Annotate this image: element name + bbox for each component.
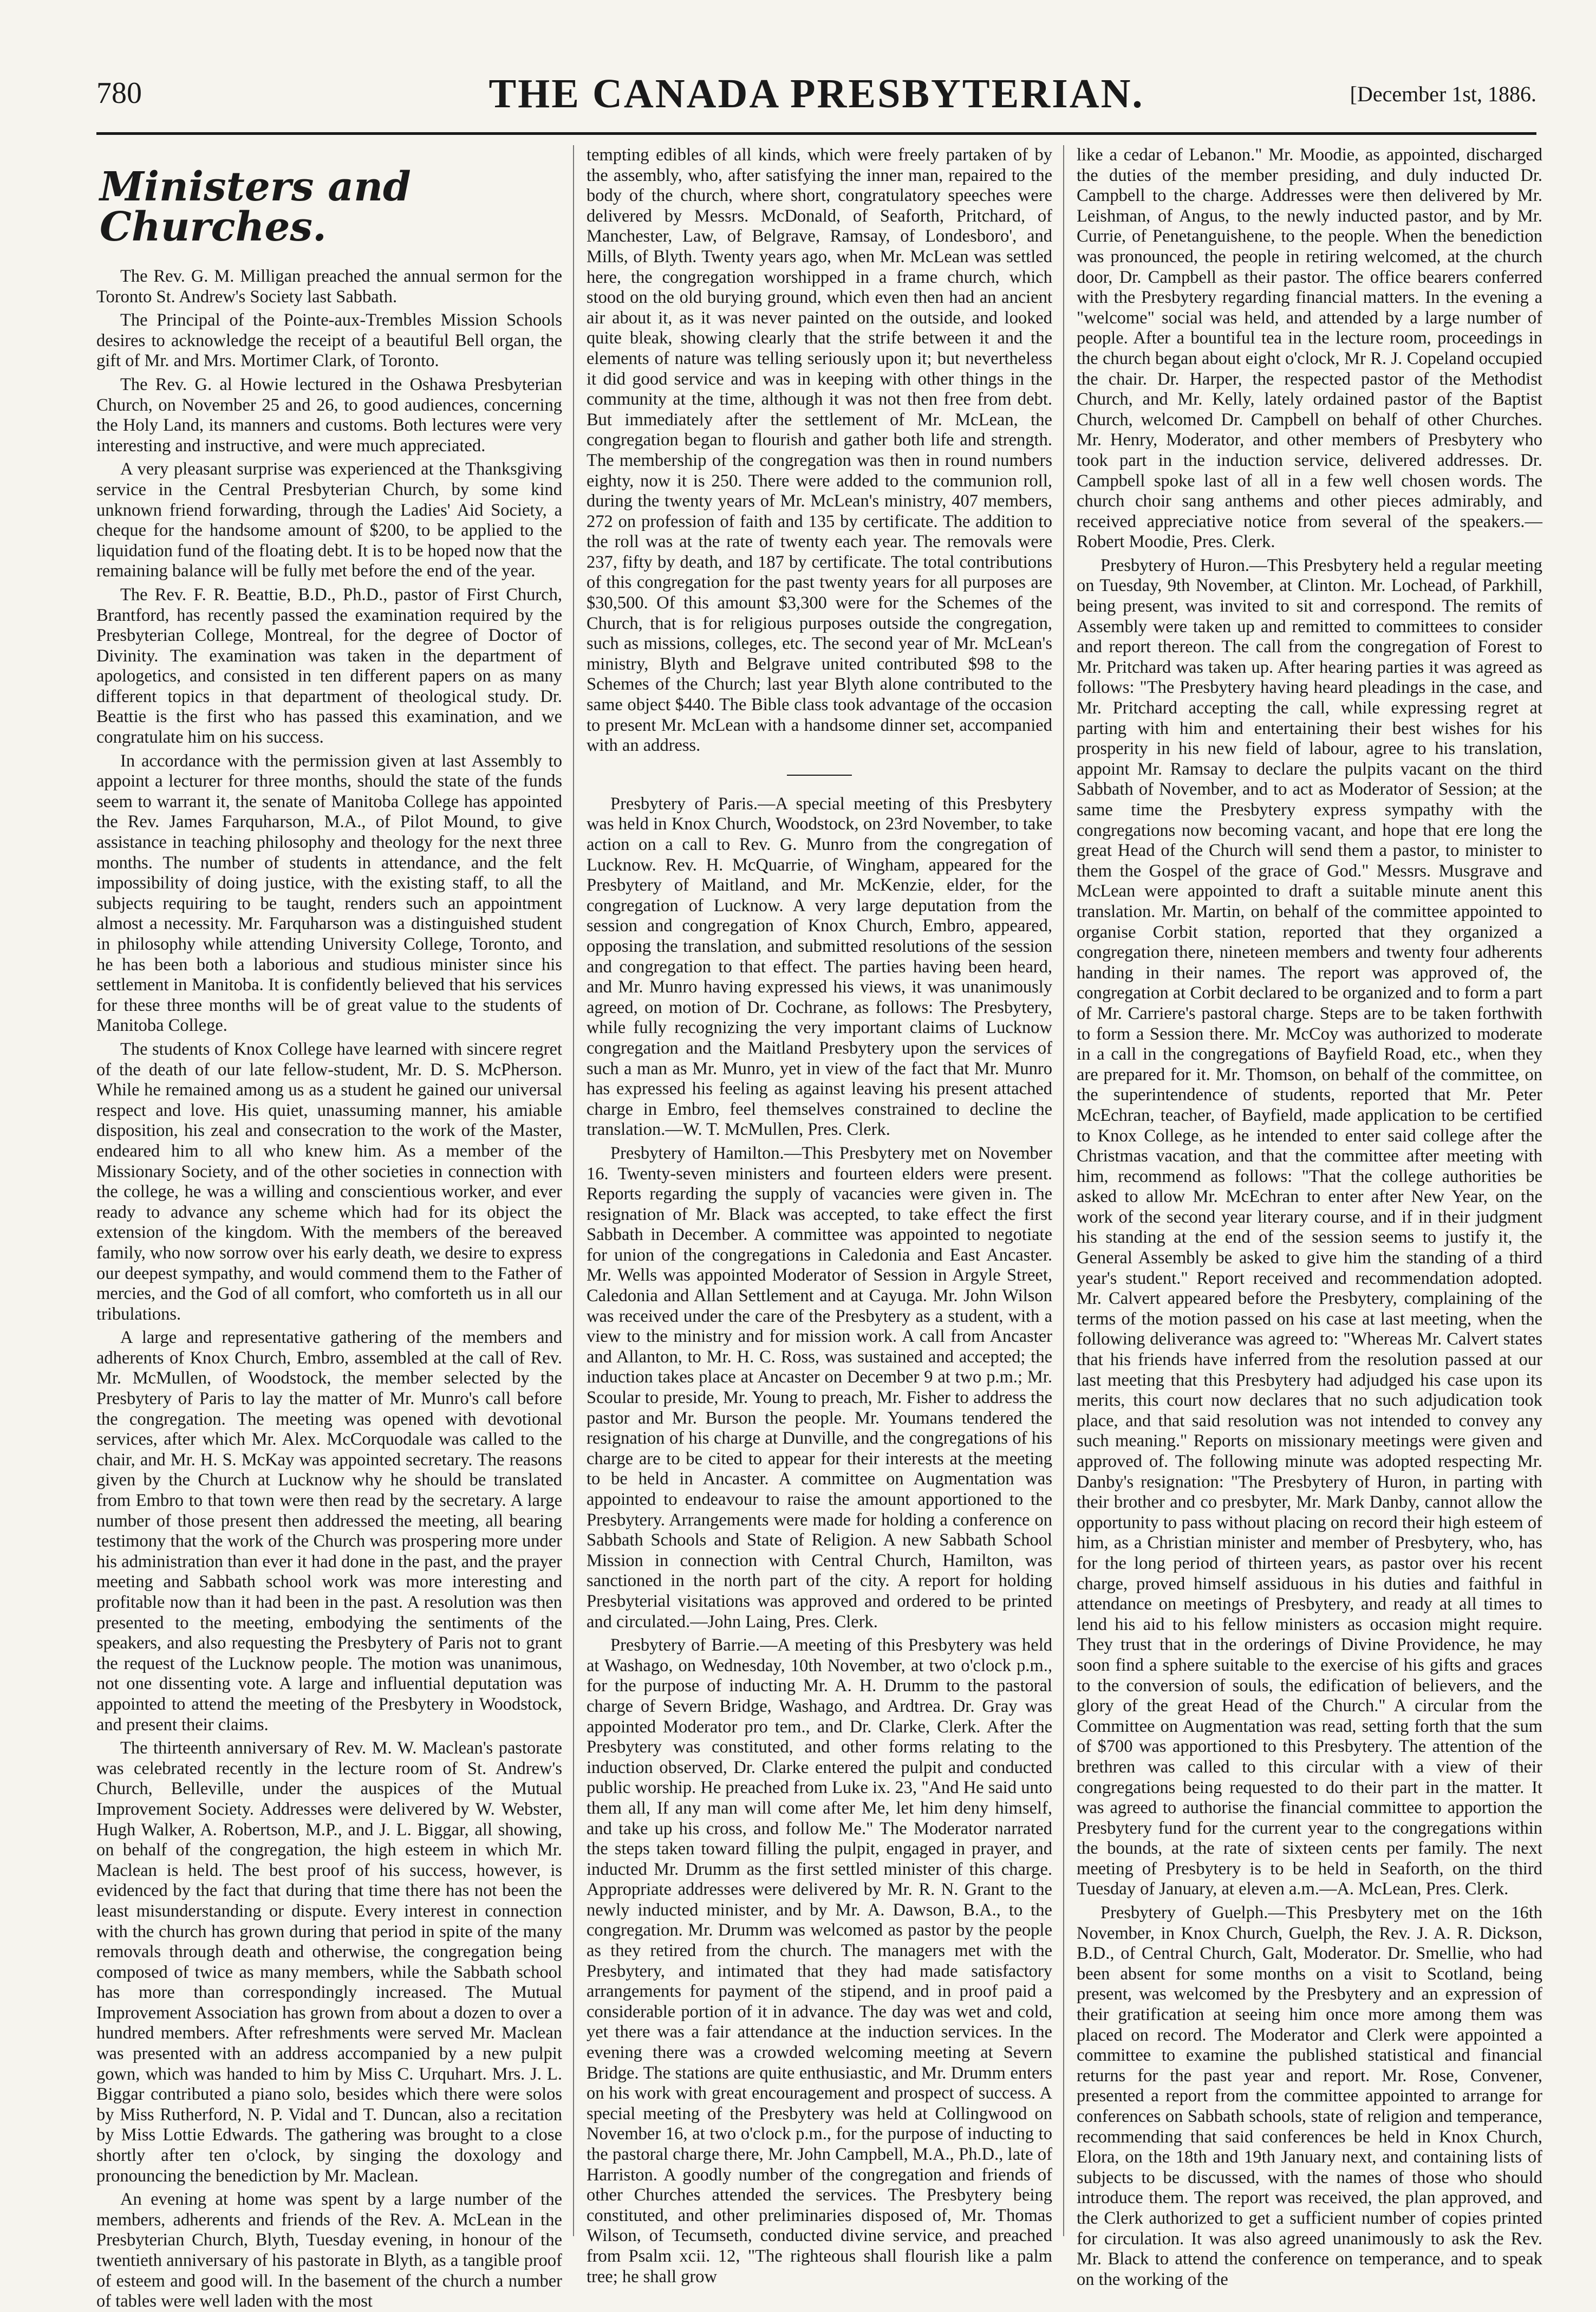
presbytery-report: Presbytery of Huron.—This Presbytery held a regular meeting on Tuesday, 9th November, at Clinton. Mr. Lochead, of Parkhill, being present, was invited to sit and correspond. The remits of Assembly were taken up and remitted to committees to consider and report thereon. The call from the congregation of Forest to Mr. Pritchard was taken up. After hearing parties it was agreed as follows: "The Presbytery having heard pleadings in the case, and Mr. Pritchard accepting the call, while expressing regret at parting with him and entertaining their best wishes for his prosperity in his new field of labour, agree to his translation, appoint Mr. Ramsay to declare the pulpits vacant on the third Sabbath of November, and to act as Moderator of Session; at the same time the Presbytery express sympathy with the congregations now becoming vacant, and hope that ere long the great Head of the Church will send them a pastor, to minister to them the Gospel of the grace of God." Messrs. Musgrave and McLean were appointed to draft a suitable minute anent this translation. Mr. Martin, on behalf of the committee appointed to organise Corbit station, reported that they organized a congregation there, nineteen members and twenty four adherents handing in their names. The report was approved of, the congregation at Corbit declared to be organized and to form a part of Mr. Carriere's pastoral charge. Steps are to be taken forthwith to form a Session there. Mr. McCoy was authorized to moderate in a call in the congregations of Bayfield Road, etc., when they are prepared for it. Mr. Thomson, on behalf of the committee, on the superintendence of students, reported that Mr. Peter McEchran, teacher, of Bayfield, made application to be certified to Knox College, as he intended to enter said college after the Christmas vacation, and that the committee after meeting with him, recommend as follows: "That the college authorities be asked to allow Mr. McEchran to enter after New Year, on the work of the second year literary course, and if in their judgment his standing at the end of the session seems to justify it, the General Assembly be asked to give him the standing of a third year's student." Report received and recommendation adopted. Mr. Calvert appeared before the Presbytery, complaining of the terms of the motion passed on his case at last meeting, when the following deliverance was agreed to: "Whereas Mr. Calvert states that his friends have inferred from the resolution passed at our last meeting that this Presbytery had adjudged his case upon its merits, this court now declares that no such adjudication took place, and that said resolution was not intended to convey any such meaning." Reports on missionary meetings were given and approved of. The following minute was adopted respecting Mr. Danby's resignation: "The Presbytery of Huron, in parting with their brother and co presbyter, Mr. Mark Danby, cannot allow the opportunity to pass without placing on record their high esteem of him, as a Christian minister and member of Presbytery, who, has for the long period of thirteen years, as pastor over his recent charge, proved himself assiduous in his duties and faithful in attendance on meetings of Presbytery, and ready at all times to lend his aid to his fellow ministers as occasion might require. They trust that in the orderings of Divine Providence, he may soon find a sphere suitable to the exercise of his gifts and graces to the conversion of souls, the edification of believers, and the glory of the great Head of the Church." A circular from the Committee on Augmentation was read, setting forth that the sum of $700 was apportioned to this Presbytery. The attention of the brethren was called to this circular with a view of their congregations being requested to do their part in the matter. It was agreed to authorise the financial committee to apportion the Presbytery fund for the current year to the congregations within the bounds, at the rate of sixteen cents per family. The next meeting of Presbytery is to be held in Seaforth, on the third Tuesday of January, at eleven a.m.—A. McLean, Pres. Clerk.	[1077, 555, 1542, 1899]
section-title: Ministers and Churches.	[100, 164, 411, 250]
presbytery-report: Presbytery of Paris.—A special meeting of this Presbytery was held in Knox Church, Woodstock, on 23rd November, to take action on a call to Rev. G. Munro from the congregation of Lucknow. Rev. H. McQuarrie, of Wingham, appeared for the Presbytery of Maitland, and Mr. McKenzie, elder, for the congregation of Lucknow. A very large deputation from the session and congregation of Knox Church, Embro, appeared, opposing the translation, and submitted resolutions of the session and congregation to that effect. The parties having been heard, and Mr. Munro having expressed his views, it was unanimously agreed, on motion of Dr. Cochrane, as follows: The Presbytery, while fully recognizing the very important claims of Lucknow congregation and the Maitland Presbytery upon the services of such a man as Mr. Munro, yet in view of the fact that Mr. Munro has expressed his feeling as against leaving his present attached charge in Embro, feel themselves constrained to decline the translation.—W. T. McMullen, Pres. Clerk.	[587, 794, 1052, 1140]
publication-title: THE CANADA PRESBYTERIAN.	[488, 71, 1144, 116]
column-3	[1077, 145, 1542, 2289]
column-2	[587, 145, 1052, 2287]
news-item: A very pleasant surprise was experienced at the Thanksgiving service in the Central Presbyterian Church, by some kind unknown friend forwarding, through the Ladies' Aid Society, a cheque for the handsome amount of $200, to be applied to the liquidation fund of the floating debt. It is to be hoped now that the remaining balance will be fully met before the end of the year.	[96, 459, 562, 581]
presbytery-report: like a cedar of Lebanon." Mr. Moodie, as appointed, discharged the duties of the member presiding, and duly inducted Dr. Campbell to the charge. Addresses were then delivered by Mr. Leishman, of Angus, to the newly inducted pastor, and by Mr. Currie, of Penetanguishene, to the people. When the benediction was pronounced, the people in retiring welcomed, at the church door, Dr. Campbell as their pastor. The office bearers conferred with the Presbytery regarding financial matters. In the evening a "welcome" social was held, and attended by a large number of people. After a bountiful tea in the lecture room, proceedings in the church began about eight o'clock, Mr R. J. Copeland occupied the chair. Dr. Harper, the respected pastor of the Methodist Church, and Mr. Kelly, lately ordained pastor of the Baptist Church, welcomed Dr. Campbell on behalf of other Churches. Mr. Henry, Moderator, and other members of Presbytery who took part in the induction service, delivered addresses. Dr. Campbell spoke last of all in a few well chosen words. The church choir sang anthems and other pieces admirably, and received appreciative notice from several of the speakers.—Robert Moodie, Pres. Clerk.	[1077, 145, 1542, 552]
news-item: The Principal of the Pointe-aux-Trembles Mission Schools desires to acknowledge the receipt of a beautiful Bell organ, the gift of Mr. and Mrs. Mortimer Clark, of Toronto.	[96, 310, 562, 371]
header-rule	[96, 132, 1536, 135]
page-header	[96, 70, 1536, 125]
column-1	[96, 145, 562, 2311]
news-item: The Rev. G. al Howie lectured in the Oshawa Presbyterian Church, on November 25 and 26, to good audiences, concerning the Holy Land, its manners and customs. Both lectures were very interesting and instructive, and were much appreciated.	[96, 374, 562, 456]
section-divider	[787, 775, 852, 776]
news-item: The thirteenth anniversary of Rev. M. W. Maclean's pastorate was celebrated recently in the lecture room of St. Andrew's Church, Belleville, under the auspices of the Mutual Improvement Society. Addresses were delivered by W. Webster, Hugh Walker, A. Robertson, M.P., and J. L. Biggar, all showing, on behalf of the congregation, the high esteem in which Mr. Maclean is held. The best proof of his success, however, is evidenced by the fact that during that time there has not been the least misunderstanding or dispute. Every interest in connection with the church has grown during that period in spite of the many removals through death and otherwise, the congregation being composed of twice as many members, while the Sabbath school has more than correspondingly increased. The Mutual Improvement Association has grown from about a dozen to over a hundred members. After refreshments were served Mr. Maclean was presented with an address accompanied by a new pulpit gown, which was handed to him by Miss C. Urquhart. Mrs. J. L. Biggar contributed a piano solo, besides which there were solos by Miss Rutherford, N. P. Vidal and T. Duncan, also a recitation by Miss Lottie Edwards. The gathering was brought to a close shortly after ten o'clock, by singing the doxology and pronouncing the benediction by Mr. Maclean.	[96, 1738, 562, 2186]
page-number: 780	[96, 76, 142, 110]
issue-date: [December 1st, 1886.	[1350, 82, 1536, 106]
presbytery-report: Presbytery of Hamilton.—This Presbytery met on November 16. Twenty-seven ministers and fourteen elders were present. Reports regarding the supply of vacancies were given in. The resignation of Mr. Black was accepted, to take effect the first Sabbath in December. A committee was appointed to negotiate for union of the congregations in Caledonia and East Ancaster. Mr. Wells was appointed Moderator of Session in Argyle Street, Caledonia and Allan Settlement and at Cayuga. Mr. John Wilson was received under the care of the Presbytery as a student, with a view to the ministry and for mission work. A call from Ancaster and Allanton, to Mr. H. C. Ross, was sustained and accepted; the induction takes place at Ancaster on December 9 at two p.m.; Mr. Scoular to preside, Mr. Young to preach, Mr. Fisher to address the pastor and Mr. Burson the people. Mr. Youmans tendered the resignation of his charge at Dunville, and the congregations of his charge are to be cited to appear for their interests at the meeting to be held in Ancaster. A committee on Augmentation was appointed to endeavour to raise the amount apportioned to the Presbytery. Arrangements were made for holding a conference on Sabbath Schools and State of Religion. A new Sabbath School Mission in connection with Central Church, Hamilton, was sanctioned in the north part of the city. A report for holding Presbyterial visitations was approved and ordered to be printed and circulated.—John Laing, Pres. Clerk.	[587, 1143, 1052, 1632]
column-divider	[573, 145, 574, 2236]
news-item: The Rev. F. R. Beattie, B.D., Ph.D., pastor of First Church, Brantford, has recently passed the examination required by the Presbyterian College, Montreal, for the degree of Doctor of Divinity. The examination was taken in the department of apologetics, and consisted in ten different papers on as many different topics in that department of theological study. Dr. Beattie is the first who has passed this examination, and we congratulate him on his success.	[96, 585, 562, 748]
news-item: In accordance with the permission given at last Assembly to appoint a lecturer for three months, should the state of the funds seem to warrant it, the senate of Manitoba College has appointed the Rev. James Farquharson, M.A., of Pilot Mound, to give assistance in teaching philosophy and theology for the next three months. The number of students in attendance, and the felt impossibility of doing justice, with the existing staff, to all the subjects requiring to be taught, renders such an appointment almost a necessity. Mr. Farquharson was a distinguished student in philosophy while attending University College, Toronto, and he has been both a laborious and studious minister since his settlement in Manitoba. It is confidently believed that his services for these three months will be of great value to the students of Manitoba College.	[96, 751, 562, 1036]
column-divider	[1063, 145, 1064, 2236]
news-item: An evening at home was spent by a large number of the members, adherents and friends of the Rev. A. McLean in the Presbyterian Church, Blyth, Tuesday evening, in honour of the twentieth anniversary of his pastorate in Blyth, as a tangible proof of esteem and good will. In the basement of the church a number of tables were well laden with the most	[96, 2190, 562, 2311]
presbytery-report: Presbytery of Guelph.—This Presbytery met on the 16th November, in Knox Church, Guelph, the Rev. J. A. R. Dickson, B.D., of Central Church, Galt, Moderator. Dr. Smellie, who had been absent for some months on a visit to Scotland, being present, was welcomed by the Presbytery and an expression of their gratification at seeing him once more among them was placed on record. The Moderator and Clerk were appointed a committee to examine the published statistical and financial returns for the past year and report. Mr. Rose, Convener, presented a report from the committee appointed to arrange for conferences on Sabbath schools, state of religion and temperance, recommending that said conferences be held in Knox Church, Elora, on the 18th and 19th January next, and containing lists of subjects to be discussed, with the names of those who should introduce them. The report was received, the plan approved, and the Clerk authorized to get a sufficient number of copies printed for circulation. It was also agreed unanimously to ask the Rev. Mr. Black to attend the conference on temperance, and to speak on the working of the	[1077, 1903, 1542, 2289]
news-item: The students of Knox College have learned with sincere regret of the death of our late fellow-student, Mr. D. S. McPherson. While he remained among us as a student he gained our universal respect and love. His quiet, unassuming manner, his amiable disposition, his zeal and consecration to the work of the Master, endeared him to all who knew him. As a member of the Missionary Society, and of the other societies in connection with the college, he was a willing and conscientious worker, and ever ready to advance any scheme which had for its object the extension of the kingdom. With the members of the bereaved family, who now sorrow over his early death, we desire to express our deepest sympathy, and would commend them to the Father of mercies, and the God of all comfort, who comforteth us in all our tribulations.	[96, 1039, 562, 1324]
news-item: The Rev. G. M. Milligan preached the annual sermon for the Toronto St. Andrew's Society last Sabbath.	[96, 267, 562, 307]
presbytery-report: Presbytery of Barrie.—A meeting of this Presbytery was held at Washago, on Wednesday, 10th November, at two o'clock p.m., for the purpose of inducting Mr. A. H. Drumm to the pastoral charge of Severn Bridge, Washago, and Ardtrea. Dr. Gray was appointed Moderator pro tem., and Dr. Clarke, Clerk. After the Presbytery was constituted, and other forms relating to the induction observed, Dr. Clarke entered the pulpit and conducted public worship. He preached from Luke ix. 23, "And He said unto them all, If any man will come after Me, let him deny himself, and take up his cross, and follow Me." The Moderator narrated the steps taken toward filling the pulpit, engaged in prayer, and inducted Mr. Drumm as the first settled minister of this charge. Appropriate addresses were delivered by Mr. R. N. Grant to the newly inducted minister, and by Mr. A. Dawson, B.A., to the congregation. Mr. Drumm was welcomed as pastor by the people as they retired from the church. The managers met with the Presbytery, and intimated that they had made satisfactory arrangements for payment of the stipend, and in proof paid a considerable portion of it in advance. The day was wet and cold, yet there was a fair attendance at the induction services. In the evening there was a crowded welcoming meeting at Severn Bridge. The stations are quite enthusiastic, and Mr. Drumm enters on his work with great encouragement and prospect of success. A special meeting of the Presbytery was held at Collingwood on November 16, at two o'clock p.m., for the purpose of inducting to the pastoral charge there, Mr. John Campbell, M.A., Ph.D., late of Harriston. A goodly number of the congregation and friends of other Churches attended the services. The Presbytery being constituted, and other preliminaries disposed of, Mr. Thomas Wilson, of Tecumseth, conducted divine service, and preached from Psalm xcii. 12, "The righteous shall flourish like a palm tree; he shall grow	[587, 1635, 1052, 2287]
news-item: tempting edibles of all kinds, which were freely partaken of by the assembly, who, after satisfying the inner man, repaired to the body of the church, where short, congratulatory speeches were delivered by Messrs. McDonald, of Seaforth, Pritchard, of Manchester, Law, of Belgrave, Ramsay, of Londesborо', and Mills, of Blyth. Twenty years ago, when Mr. McLean was settled here, the congregation worshipped in a frame church, which stood on the old burying ground, which even then had an ancient air about it, as it was never painted on the outside, and looked quite bleak, showing clearly that the strife between it and the elements of nature was telling seriously upon it; but nevertheless it did good service and was in keeping with other things in the community at the time, although it was not then free from debt. But immediately after the settlement of Mr. McLean, the congregation began to flourish and gather both life and strength. The membership of the congregation was then in round numbers eighty, now it is 250. There were added to the communion roll, during the twenty years of Mr. McLean's ministry, 407 members, 272 on profession of faith and 135 by certificate. The addition to the roll was at the rate of twenty each year. The removals were 237, fifty by death, and 187 by certificate. The total contributions of this congregation for the past twenty years for all purposes are $30,500. Of this amount $3,300 were for the Schemes of the Church, that is for religious purposes outside the congregation, such as missions, colleges, etc. The second year of Mr. McLean's ministry, Blyth and Belgrave united contributed $98 to the Schemes of the Church; last year Blyth alone contributed to the same object $440. The Bible class took advantage of the occasion to present Mr. McLean with a handsome dinner set, accompanied with an address.	[587, 145, 1052, 756]
news-item: A large and representative gathering of the members and adherents of Knox Church, Embro, assembled at the call of Rev. Mr. McMullen, of Woodstock, the member selected by the Presbytery of Paris to lay the matter of Mr. Munro's call before the congregation. The meeting was opened with devotional services, after which Mr. Alex. McCorquodale was called to the chair, and Mr. H. S. McKay was appointed secretary. The reasons given by the Church at Lucknow why he should be translated from Embro to that town were then read by the secretary. A large number of those present then addressed the meeting, all bearing testimony that the work of the Church was prospering more under his administration than ever it had done in the past, and the prayer meeting and Sabbath school work was more interesting and profitable now than it had been in the past. A resolution was then presented to the meeting, embodying the sentiments of the speakers, and also requesting the Presbytery of Paris not to grant the request of the Lucknow people. The motion was unanimous, not one dissenting vote. A large and influential deputation was appointed to attend the meeting of the Presbytery in Woodstock, and present their claims.	[96, 1328, 562, 1735]
